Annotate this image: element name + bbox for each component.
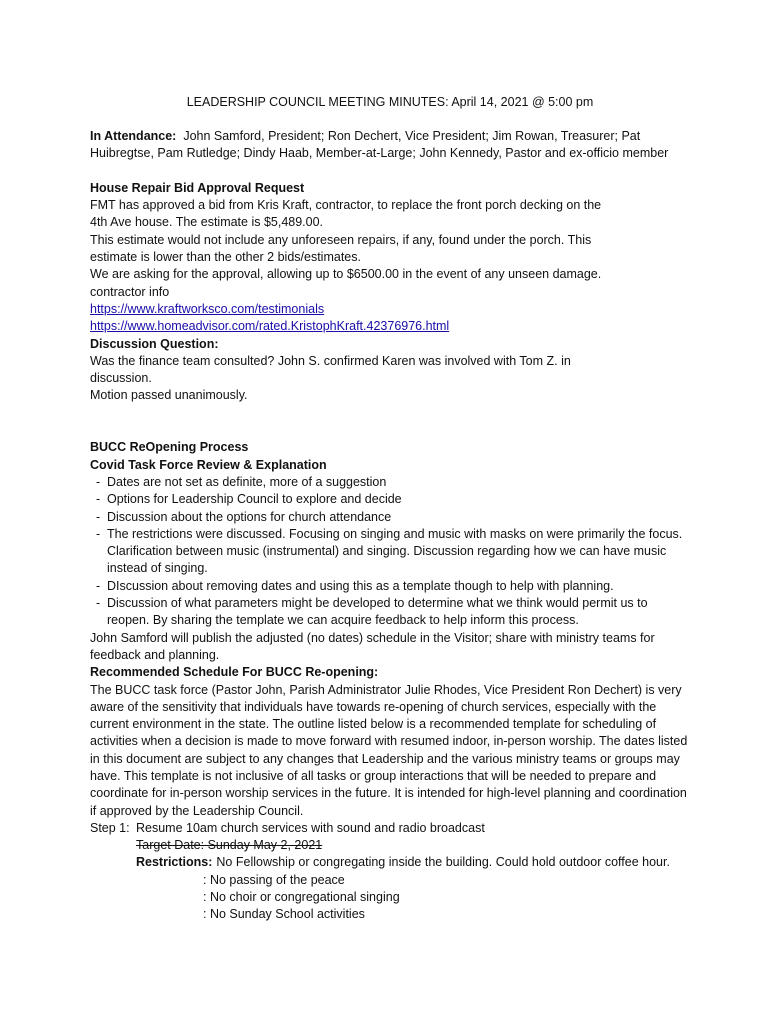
house-line: contractor info bbox=[90, 284, 170, 299]
attendance-label: In Attendance: bbox=[90, 129, 177, 143]
attendance-line-2: Huibregtse, Pam Rutledge; Dindy Haab, Member-at-Large; John Kennedy, Pastor and ex-officio member bbox=[90, 146, 669, 161]
list-item: - Dates are not set as definite, more of a suggestion bbox=[90, 474, 690, 491]
restriction-item: : No choir or congregational singing bbox=[203, 890, 400, 905]
house-line: We are asking for the approval, allowing up to $6500.00 in the event of any unseen damage. bbox=[90, 267, 602, 282]
restriction-item: No Fellowship or congregating inside the building. Could hold outdoor coffee hour. bbox=[216, 855, 670, 870]
list-item: - Options for Leadership Council to explore and decide bbox=[90, 491, 690, 508]
discussion-line: Was the finance team consulted? John S. confirmed Karen was involved with Tom Z. in bbox=[90, 353, 571, 368]
step-1-text: Resume 10am church services with sound and radio broadcast bbox=[136, 820, 485, 835]
restriction-item: : No passing of the peace bbox=[203, 872, 345, 887]
task-force-list bbox=[90, 474, 690, 630]
kraftworks-link[interactable]: https://www.kraftworksco.com/testimonials bbox=[90, 301, 325, 316]
discussion-line: discussion. bbox=[90, 371, 152, 386]
document-title: LEADERSHIP COUNCIL MEETING MINUTES: April 14, 2021 @ 5:00 pm bbox=[186, 95, 594, 109]
discussion-heading: Discussion Question: bbox=[90, 336, 219, 351]
house-repair-heading: House Repair Bid Approval Request bbox=[90, 180, 305, 195]
schedule-heading: Recommended Schedule For BUCC Re-opening: bbox=[90, 665, 379, 680]
restrictions-label: Restrictions: bbox=[136, 855, 213, 870]
house-line: FMT has approved a bid from Kris Kraft, contractor, to replace the front porch decking on the bbox=[90, 198, 602, 213]
list-item: - Discussion about the options for church attendance bbox=[90, 509, 690, 526]
house-line: estimate is lower than the other 2 bids/estimates. bbox=[90, 250, 361, 265]
restriction-item: : No Sunday School activities bbox=[203, 907, 365, 922]
publish-note: John Samford will publish the adjusted (no dates) schedule in the Visitor; share with ministry teams for feedback and planning. bbox=[90, 630, 655, 662]
schedule-paragraph: The BUCC task force (Pastor John, Parish Administrator Julie Rhodes, Vice President Ron Dechert) is very aware of the sensitivity that individuals have towards re-opening of church services, especially with the current environment in the state. The outline listed below is a recommended template for scheduling of activities when a decision is made to move forward with resumed indoor, in-person worship. The dates listed in this document are subject to any changes that Leadership and the various ministry teams or groups may have. This template is not inclusive of all tasks or group interactions that will be needed to prepare and coordinate for in-person worship services in the future. It is intended for high-level planning and coordination if approved by the Leadership Council. bbox=[90, 682, 688, 818]
list-item: - DIscussion about removing dates and using this as a template though to help with planning. bbox=[90, 578, 690, 595]
step-1 bbox=[90, 820, 690, 837]
step-1-restrictions bbox=[90, 854, 690, 871]
spacer bbox=[90, 163, 690, 180]
step-1-label: Step 1: bbox=[90, 820, 130, 835]
task-force-heading: Covid Task Force Review & Explanation bbox=[90, 457, 327, 472]
list-item: - The restrictions were discussed. Focusing on singing and music with masks on were primarily the focus. Clarification between music (instrumental) and singing. Discussion regarding how we can have music instead of singing. bbox=[90, 526, 690, 578]
document-body bbox=[90, 94, 690, 924]
homeadvisor-link[interactable]: https://www.homeadvisor.com/rated.KristophKraft.42376976.html bbox=[90, 319, 450, 334]
attendance-line-1 bbox=[90, 128, 690, 145]
list-item: - Discussion of what parameters might be developed to determine what we think would permit us to reopen. By sharing the template we can acquire feedback to help inform this process. bbox=[90, 595, 690, 630]
attendance-text-1: John Samford, President; Ron Dechert, Vice President; Jim Rowan, Treasurer; Pat bbox=[183, 129, 641, 143]
step-1-target-date: Target Date: Sunday May 2, 2021 bbox=[136, 838, 323, 853]
spacer bbox=[90, 405, 690, 440]
house-line: This estimate would not include any unforeseen repairs, if any, found under the porch. This bbox=[90, 232, 592, 247]
reopening-heading: BUCC ReOpening Process bbox=[90, 440, 249, 455]
discussion-line: Motion passed unanimously. bbox=[90, 388, 248, 403]
house-line: 4th Ave house. The estimate is $5,489.00. bbox=[90, 215, 324, 230]
